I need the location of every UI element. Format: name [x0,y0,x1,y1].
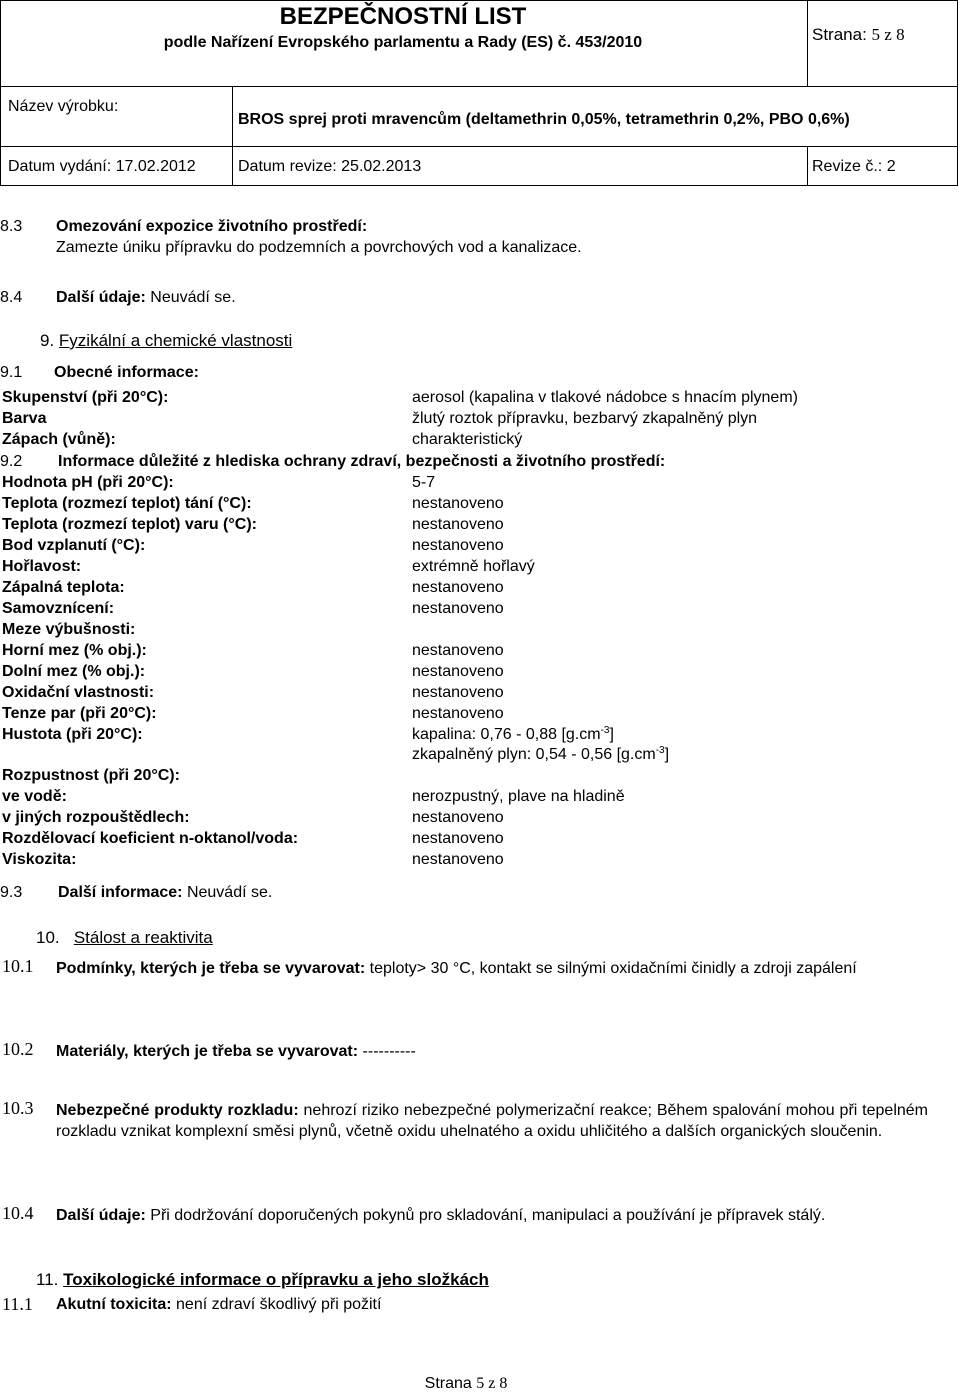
subsection-title: Materiály, kterých je třeba se vyvarovat: [56,1043,359,1060]
section-8-3-text: Zamezte úniku přípravku do podzemních a povrchových vod a kanalizace. [56,239,582,256]
section-9-1-number: 9.1 [0,364,23,381]
header-divider [1,86,957,87]
section-9-1-title: Obecné informace: [54,364,199,381]
property-label: Hořlavost: [2,558,82,575]
property-label: Skupenství (při 20°C): [2,389,169,406]
property-label: Zápach (vůně): [2,431,116,448]
property-label: Teplota (rozmezí teplot) varu (°C): [2,516,257,533]
property-value: nestanoveno [412,830,504,847]
property-value: nestanoveno [412,579,504,596]
document-title: BEZPEČNOSTNÍ LIST [279,3,527,30]
property-value: nestanoveno [412,684,504,701]
subsection-number: 10.1 [2,956,34,976]
subsection-title: Nebezpečné produkty rozkladu: [56,1102,299,1119]
property-label: Tenze par (při 20°C): [2,705,157,722]
density-gas: zkapalněný plyn: 0,54 - 0,56 $[g.cm^{-3}]$ [412,745,670,763]
property-label: Meze výbušnosti: [2,621,136,638]
section-8-4-number: 8.4 [0,289,23,306]
property-label: Bod vzplanutí (°C): [2,537,146,554]
subsection-body: teploty> 30 °C, kontakt se silnými oxidačními činidly a zdroji zapálení [369,960,857,977]
section-9-heading: 9. Fyzikální a chemické vlastnosti [40,331,293,350]
property-value: extrémně hořlavý [412,558,535,575]
subsection-number: 10.4 [2,1203,34,1223]
property-value: nestanoveno [412,663,504,680]
subsection-text [56,958,928,979]
product-name: BROS sprej proti mravencům (deltamethrin 0,05%, tetramethrin 0,2%, PBO 0,6%) [238,111,850,128]
property-label: Hodnota pH (při 20°C): [2,474,174,491]
subsection-text [56,1100,928,1142]
subsection-title: Další údaje: [56,1207,146,1224]
property-label: Viskozita: [2,851,77,868]
product-label: Název výrobku: [8,98,119,115]
property-value: nestanoveno [412,537,504,554]
property-value: nerozpustný, plave na hladině [412,788,625,805]
property-value: žlutý roztok přípravku, bezbarvý zkapalněný plyn [412,410,758,427]
section-11-1-number: 11.1 [2,1294,33,1314]
subsection-body: Při dodržování doporučených pokynů pro skladování, manipulaci a používání je přípravek stálý. [150,1207,826,1224]
property-label: Samovznícení: [2,600,115,617]
density-liquid: kapalina: 0,76 - 0,88 $[g.cm^{-3}]$ [412,725,614,743]
property-label: Barva [2,410,47,427]
subsection-number: 10.3 [2,1098,34,1118]
revision-date: Datum revize: 25.02.2013 [238,158,422,175]
property-value: nestanoveno [412,516,504,533]
property-value: nestanoveno [412,600,504,617]
header-divider [807,1,808,86]
section-11-heading: 11. Toxikologické informace o přípravku a jeho složkách [36,1270,489,1289]
subsection-text [56,1041,928,1062]
section-9-2-title: Informace důležité z hlediska ochrany zdraví, bezpečnosti a životního prostředí: [58,453,666,470]
header-divider [232,86,233,186]
subsection-number: 10.2 [2,1039,34,1059]
property-label: Oxidační vlastnosti: [2,684,155,701]
section-9-3: Další informace: Neuvádí se. [58,884,273,901]
density-label: Hustota (při 20°C): [2,726,143,743]
property-label: Teplota (rozmezí teplot) tání (°C): [2,495,252,512]
page-indicator: Strana: 5 z 8 [812,25,905,44]
subsection-body: ---------- [362,1043,416,1060]
header-divider [1,146,957,147]
header-divider [807,146,808,186]
section-10-heading: 10. Stálost a reaktivita [36,928,213,947]
section-9-2-number: 9.2 [0,453,23,470]
section-8-3-number: 8.3 [0,218,23,235]
subsection-body: nehrozí riziko nebezpečné polymerizační reakce; Během spalování mohou při tepelném rozkladu vznikat komplexní směsi plynů, včetně oxidu uhelnatého a oxidu uhličitého a dalších organických sloučenin. [56,1102,928,1140]
property-label: Rozdělovací koeficient n-oktanol/voda: [2,830,299,847]
property-label: v jiných rozpouštědlech: [2,809,190,826]
section-8-4: Další údaje: Neuvádí se. [56,289,236,306]
section-9-3-number: 9.3 [0,884,23,901]
issue-date: Datum vydání: 17.02.2012 [8,158,196,175]
property-label: Horní mez (% obj.): [2,642,147,659]
property-value: nestanoveno [412,705,504,722]
property-label: ve vodě: [2,788,67,805]
property-value: nestanoveno [412,809,504,826]
property-label: Zápalná teplota: [2,579,125,596]
section-8-3-title: Omezování expozice životního prostředí: [56,218,368,235]
property-value: charakteristický [412,431,523,448]
property-value: 5-7 [412,474,436,491]
revision-number: Revize č.: 2 [812,158,896,175]
document-subtitle: podle Nařízení Evropského parlamentu a Rady (ES) č. 453/2010 [163,34,643,51]
subsection-text [56,1205,928,1226]
property-value: nestanoveno [412,851,504,868]
section-11-1: Akutní toxicita: není zdraví škodlivý při požití [56,1296,382,1313]
page-footer: Strana 5 z 8 [424,1375,508,1392]
property-label: Rozpustnost (při 20°C): [2,767,180,784]
property-value: nestanoveno [412,495,504,512]
subsection-title: Podmínky, kterých je třeba se vyvarovat: [56,960,366,977]
property-value: aerosol (kapalina v tlakové nádobce s hnacím plynem) [412,389,798,406]
property-value: nestanoveno [412,642,504,659]
property-label: Dolní mez (% obj.): [2,663,146,680]
